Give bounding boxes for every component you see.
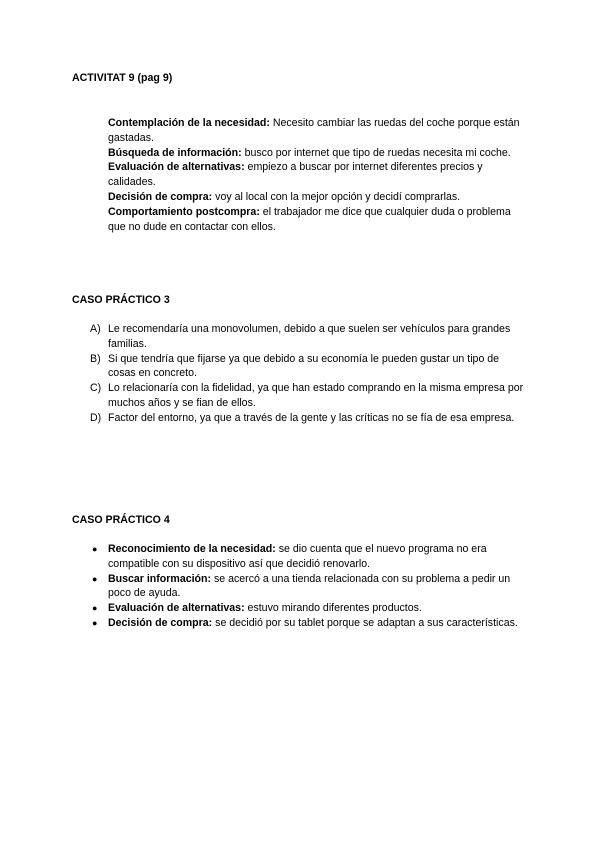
item-text: se decidió por su tablet porque se adaptan a sus características.	[212, 616, 518, 629]
bullet-icon: ●	[92, 603, 98, 614]
caso4-list	[90, 542, 526, 631]
item-text: el trabajador me dice que cualquier duda o problema que no dude en contactar con ellos.	[108, 205, 511, 233]
list-marker: C)	[90, 382, 102, 395]
list-marker: D)	[90, 411, 102, 424]
item-text: empiezo a buscar por internet diferentes precios y calidades.	[108, 161, 483, 189]
item-text: se acercó a una tienda relacionada con su problema a pedir un poco de ayuda.	[108, 572, 511, 600]
activitat-item-evaluacion	[108, 160, 526, 190]
list-marker: B)	[90, 352, 101, 365]
list-item-text: Le recomendaría una monovolumen, debido a que suelen ser vehículos para grandes familias.	[108, 323, 511, 350]
item-label: Buscar información:	[108, 572, 212, 585]
list-marker: A)	[90, 323, 101, 335]
item-label: Reconocimiento de la necesidad:	[108, 543, 276, 555]
item-label: Búsqueda de información:	[108, 146, 242, 159]
item-label: Evaluación de alternativas:	[108, 161, 245, 174]
list-item-text: Factor del entorno, ya que a través de la gente y las críticas no se fía de esa empresa.	[108, 411, 515, 424]
activitat-section	[108, 116, 526, 234]
activitat-item-contemplacion	[108, 116, 526, 146]
list-item	[90, 411, 526, 426]
list-item-text: Si que tendría que fijarse ya que debido a su economía le pueden gustar un tipo de cosas en concreto.	[108, 352, 500, 380]
item-label: Contemplación de la necesidad:	[108, 117, 270, 129]
item-label: Evaluación de alternativas:	[108, 602, 245, 615]
item-text: estuvo mirando diferentes productos.	[244, 602, 422, 615]
activitat-heading: ACTIVITAT 9 (pag 9)	[72, 72, 173, 84]
activitat-item-decision	[108, 190, 526, 205]
item-label: Decisión de compra:	[108, 190, 213, 203]
list-item	[90, 381, 526, 411]
list-item	[90, 322, 526, 352]
list-item	[90, 352, 526, 382]
list-item	[90, 572, 526, 602]
bullet-icon: ●	[92, 544, 98, 554]
item-label: Decisión de compra:	[108, 616, 213, 629]
caso3-list	[90, 322, 526, 426]
item-text: busco por internet que tipo de ruedas necesita mi coche.	[241, 146, 511, 159]
item-text: se dio cuenta que el nuevo programa no era compatible con su dispositivo así que decidió renovarlo.	[108, 543, 487, 570]
caso3-heading: CASO PRÁCTICO 3	[72, 294, 170, 306]
list-item	[90, 616, 526, 631]
bullet-icon: ●	[92, 617, 98, 628]
activitat-item-busqueda	[108, 146, 526, 161]
item-text: voy al local con la mejor opción y decidí comprarlas.	[212, 190, 461, 203]
item-label: Comportamiento postcompra:	[108, 205, 260, 218]
activitat-item-comportamiento	[108, 205, 526, 235]
caso4-heading: CASO PRÁCTICO 4	[72, 514, 170, 526]
list-item-text: Lo relacionaría con la fidelidad, ya que han estado comprando en la misma empresa por muchos años y se fian de ellos.	[108, 382, 524, 409]
bullet-icon: ●	[92, 573, 98, 584]
list-item	[90, 542, 526, 572]
list-item	[90, 601, 526, 616]
item-text: Necesito cambiar las ruedas del coche porque están gastadas.	[108, 117, 520, 144]
